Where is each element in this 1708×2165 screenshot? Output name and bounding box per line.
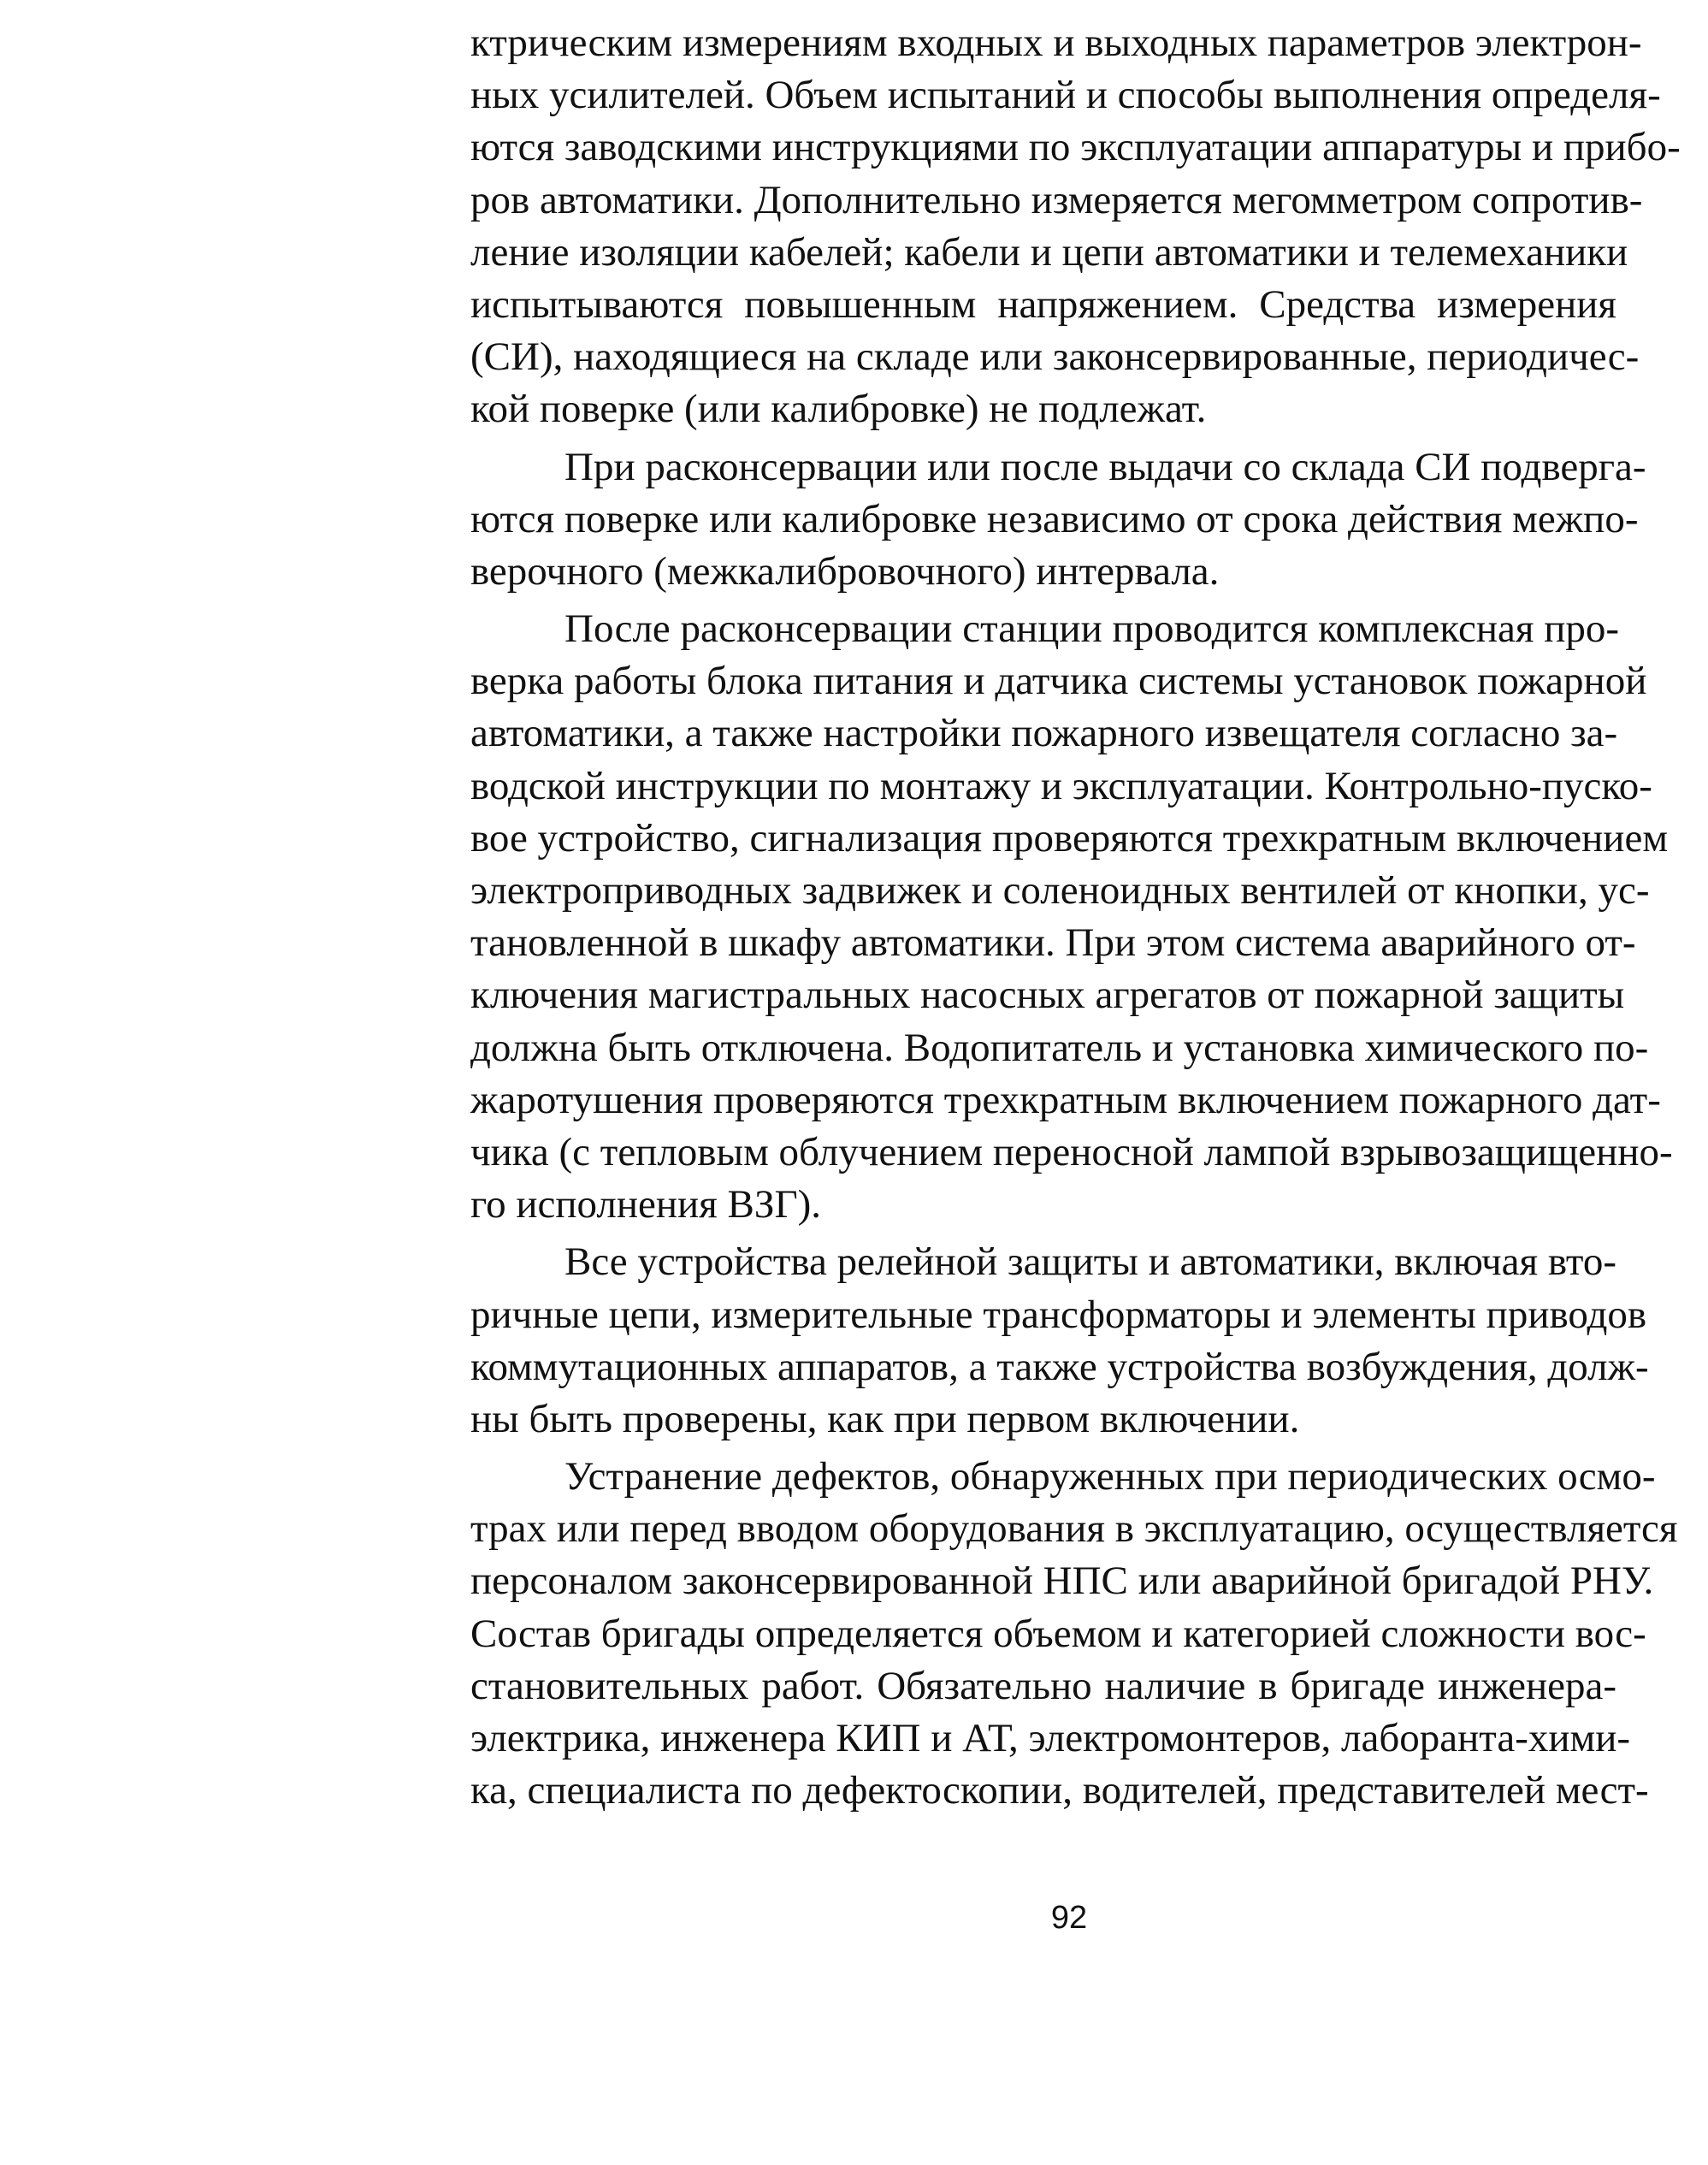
- text-line: кой поверке (или калибровке) не подлежат.: [470, 387, 1207, 432]
- text-line: ление изоляции кабелей; кабели и цепи автоматики и телемеханики: [470, 229, 1628, 275]
- page-number: 92: [1050, 1900, 1088, 1936]
- text-line: ны быть проверены, как при первом включении.: [470, 1396, 1300, 1441]
- text-line: ров автоматики. Дополнительно измеряется мегомметром сопротив-: [470, 177, 1643, 222]
- text-line: ются заводскими инструкциями по эксплуатации аппаратуры и прибо-: [470, 125, 1681, 170]
- text-line: автоматики, а также настройки пожарного извещателя согласно за-: [470, 711, 1618, 756]
- text-line: трах или перед вводом оборудования в эксплуатацию, осуществляется: [470, 1506, 1678, 1552]
- text-line: ных усилителей. Объем испытаний и способы выполнения определя-: [470, 73, 1661, 118]
- text-line: ются поверке или калибровке независимо от срока действия межпо-: [470, 496, 1639, 541]
- paragraph-2: [470, 441, 1646, 599]
- text-line: Состав бригады определяется объемом и категорией сложности вос-: [470, 1611, 1646, 1656]
- paragraph-3: [470, 603, 1673, 1231]
- text-line: вое устройство, сигнализация проверяются трехкратным включением: [470, 815, 1669, 861]
- paragraph-4: [470, 1236, 1649, 1446]
- text-line: ричные цепи, измерительные трансформаторы и элементы приводов: [470, 1292, 1647, 1337]
- text-line: (СИ), находящиеся на складе или законсервированные, периодичес-: [470, 334, 1640, 380]
- text-line: ктрическим измерениям входных и выходных параметров электрон-: [470, 21, 1642, 65]
- text-line: верка работы блока питания и датчика системы установок пожарной: [470, 659, 1647, 704]
- text-line: должна быть отключена. Водопитатель и установка химического по-: [470, 1025, 1649, 1070]
- page-body-text: [470, 17, 1681, 1817]
- text-line: чика (с тепловым облучением переносной лампой взрывозащищенно-: [470, 1129, 1673, 1174]
- text-line: го исполнения ВЗГ).: [470, 1182, 822, 1227]
- text-line: коммутационных аппаратов, а также устройства возбуждения, долж-: [470, 1344, 1649, 1389]
- text-line: жаротушения проверяются трехкратным включением пожарного дат-: [470, 1077, 1661, 1122]
- text-line: испытываются повышенным напряжением. Средства измерения: [470, 281, 1616, 327]
- paragraph-1: [470, 17, 1681, 436]
- text-line: При расконсервации или после выдачи со склада СИ подверга-: [564, 444, 1646, 489]
- text-line: тановленной в шкафу автоматики. При этом система аварийного от-: [470, 920, 1636, 966]
- paragraph-5: [470, 1451, 1678, 1817]
- text-line: Устранение дефектов, обнаруженных при периодических осмо-: [564, 1454, 1656, 1500]
- text-line: становительных работ. Обязательно наличие в бригаде инженера-: [470, 1663, 1616, 1708]
- text-line: После расконсервации станции проводится комплексная про-: [564, 606, 1620, 652]
- text-line: электроприводных задвижек и соленоидных вентилей от кнопки, ус-: [470, 868, 1650, 913]
- text-line: Все устройства релейной защиты и автоматики, включая вто-: [564, 1239, 1616, 1285]
- text-line: электрика, инженера КИП и АТ, электромонтеров, лаборанта-хими-: [470, 1716, 1631, 1760]
- text-line: персоналом законсервированной НПС или аварийной бригадой РНУ.: [470, 1559, 1654, 1604]
- text-line: верочного (межкалибровочного) интервала.: [470, 548, 1220, 594]
- text-line: ка, специалиста по дефектоскопии, водителей, представителей мест-: [470, 1768, 1649, 1813]
- text-line: ключения магистральных насосных агрегатов от пожарной защиты: [470, 973, 1625, 1018]
- text-line: водской инструкции по монтажу и эксплуатации. Контрольно-пуско-: [470, 763, 1652, 808]
